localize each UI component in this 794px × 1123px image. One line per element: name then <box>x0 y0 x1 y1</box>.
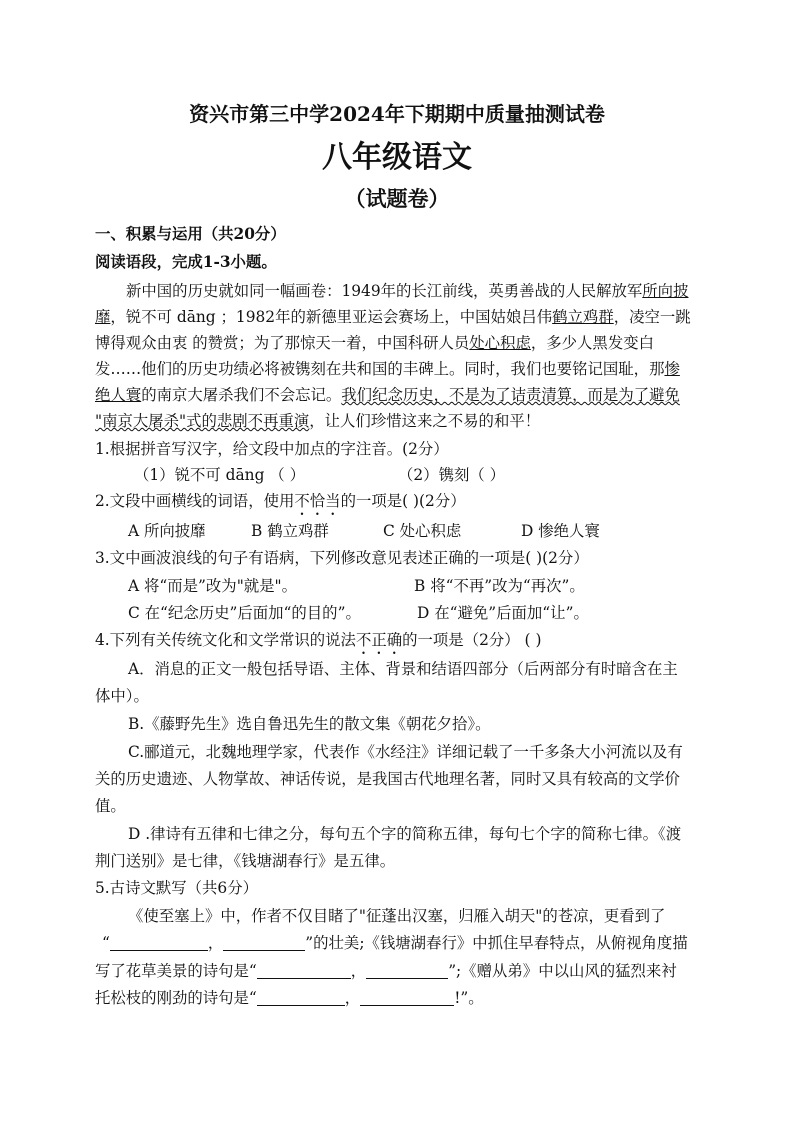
passage-line-1: 新中国的历史就如同一幅画卷：1949年的长江前线，英勇善战的人民解放军所向披 <box>126 282 689 300</box>
option-a[interactable]: A 将“而是”改为"就是"。 <box>128 577 298 595</box>
answer-blank[interactable] <box>257 989 345 1006</box>
wavy-sentence: 我们纪念历史，不是为了诘责清算，而是为了避免 <box>341 386 680 404</box>
underlined-term: 处心积虑 <box>469 334 531 352</box>
question-5-line-2: “ ， ”的壮美;《钱塘湖春行》中抓住早春特点，从俯视角度描 <box>102 934 688 952</box>
question-1-item-1[interactable]: （1）锐不可 dāng （ ） <box>134 466 305 484</box>
grade-title: 八年级语文 <box>322 140 472 175</box>
question-5-stem: 5.古诗文默写（共6分） <box>95 879 258 897</box>
answer-blank[interactable] <box>223 934 305 951</box>
option-c[interactable]: C 处心积虑 <box>383 522 462 540</box>
option-d[interactable]: D 在“避免”后面加“让”。 <box>417 604 589 622</box>
question-3-stem: 3.文中画波浪线的句子有语病，下列修改意见表述正确的一项是( )(2分） <box>95 549 589 567</box>
option-a-cont: 体中）。 <box>95 687 149 705</box>
question-1-item-2[interactable]: （2）镌刻（ ） <box>398 466 506 484</box>
underlined-term: 鹤立鸡群 <box>552 308 614 326</box>
school-title: 资兴市第三中学2024年下期期中质量抽测试卷 <box>189 102 605 126</box>
underlined-term: 惨 <box>664 360 680 378</box>
option-d-cont: 荆门送别》是七律，《钱塘湖春行》是五律。 <box>95 852 396 870</box>
passage-line-6: "南京大屠杀"式的悲剧不再重演，让人们珍惜这来之不易的和平！ <box>95 412 541 430</box>
paper-label: （试题卷） <box>344 186 450 211</box>
option-b[interactable]: B.《藤野先生》选自鲁迅先生的散文集《朝花夕拾》。 <box>128 715 491 733</box>
passage-line-5: 绝人寰的南京大屠杀我们不会忘记。我们纪念历史，不是为了诘责清算，而是为了避免 <box>95 386 680 404</box>
question-1-stem: 1.根据拼音写汉字，给文段中加点的字注音。(2分） <box>95 440 449 458</box>
emphasis-text: 不恰当 <box>294 492 341 510</box>
question-2-stem: 2.文段中画横线的词语，使用不恰当的一项是( )(2分） <box>95 492 466 510</box>
answer-blank[interactable] <box>366 962 448 979</box>
option-c[interactable]: C.郦道元，北魏地理学家，代表作《水经注》详细记载了一千多条大小河流以及有 <box>128 743 683 761</box>
section-heading: 一、积累与运用（共20分） <box>95 225 286 243</box>
passage-line-2: 靡，锐不可 dāng ；1982年的新德里亚运会赛场上，中国姑娘吕伟鹤立鸡群，凌空一跳 <box>95 308 691 326</box>
option-b[interactable]: B 将“不再”改为“再次”。 <box>414 577 585 595</box>
reading-instruction: 阅读语段，完成1-3小题。 <box>95 253 277 271</box>
wavy-sentence: "南京大屠杀"式的悲剧不再重演 <box>95 412 310 430</box>
underlined-term: 绝人寰 <box>95 386 142 404</box>
answer-blank[interactable] <box>360 989 454 1006</box>
passage-line-3: 博得观众由衷 的赞赏；为了那惊天一着，中国科研人员处心积虑，多少人黑发变白 <box>95 334 654 352</box>
option-c-cont: 值。 <box>95 797 126 815</box>
option-d[interactable]: D 惨绝人寰 <box>521 522 600 540</box>
question-5-line-3: 写了花草美景的诗句是“ ， ”;《赠从弟》中以山风的猛烈来衬 <box>95 962 677 980</box>
underlined-term: 所向披 <box>642 282 689 300</box>
option-d[interactable]: D .律诗有五律和七律之分，每句五个字的简称五律，每句七个字的简称七律。《渡 <box>128 825 682 843</box>
option-c[interactable]: C 在“纪念历史”后面加“的目的”。 <box>128 604 361 622</box>
option-a[interactable]: A 所向披靡 <box>128 522 206 540</box>
passage-line-4: 发……他们的历史功绩必将被镌刻在共和国的丰碑上。同时，我们也要铭记国耻，那惨 <box>95 360 680 378</box>
question-5-line-1: 《使至塞上》中，作者不仅目睹了"征蓬出汉塞，归雁入胡天"的苍凉，更看到了 <box>128 907 666 925</box>
answer-blank[interactable] <box>257 962 351 979</box>
answer-blank[interactable] <box>110 934 208 951</box>
option-b[interactable]: B 鹤立鸡群 <box>251 522 329 540</box>
underlined-term: 靡 <box>95 308 111 326</box>
option-c-cont: 关的历史遗迹、人物掌故、神话传说，是我国古代地理名著，同时又具有较高的文学价 <box>95 770 680 788</box>
option-a[interactable]: A．消息的正文一般包括导语、主体、背景和结语四部分（后两部分有时暗含在主 <box>128 660 678 678</box>
emphasis-text: 不正确 <box>355 631 403 649</box>
question-4-stem: 4.下列有关传统文化和文学常识的说法不正确的一项是（2分） ( ) <box>95 631 542 649</box>
question-5-line-4: 托松枝的刚劲的诗句是“ ， !”。 <box>95 989 484 1007</box>
